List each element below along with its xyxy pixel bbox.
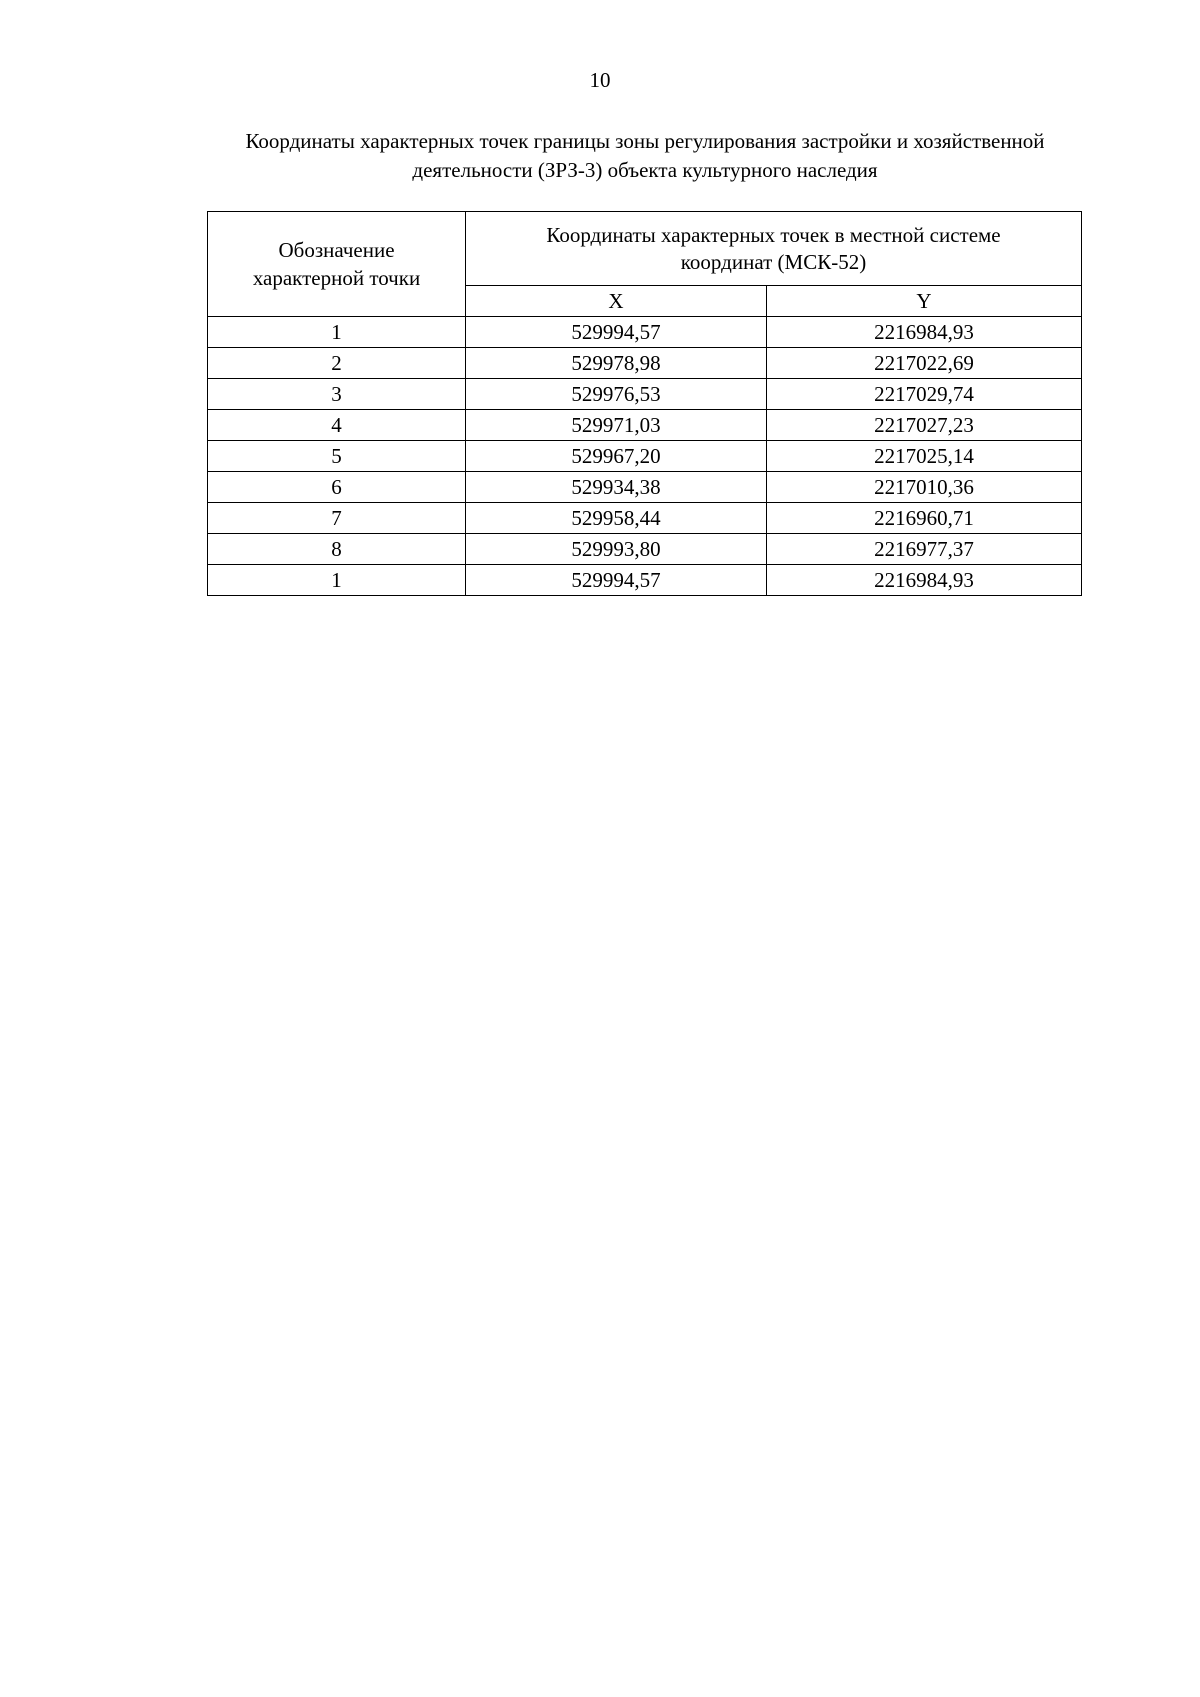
header-coordinates-line-2: координат (МСК-52) [680,249,867,274]
cell-y: 2217027,23 [767,410,1082,441]
cell-x: 529971,03 [466,410,767,441]
table-row [208,317,1082,348]
cell-point: 4 [208,410,466,441]
cell-y: 2216977,37 [767,534,1082,565]
table-row [208,348,1082,379]
cell-x: 529934,38 [466,472,767,503]
cell-x: 529994,57 [466,317,767,348]
header-point-designation [208,212,466,317]
cell-point: 8 [208,534,466,565]
page-number: 10 [589,68,611,92]
cell-x: 529976,53 [466,379,767,410]
cell-x: 529967,20 [466,441,767,472]
document-title-line-2: деятельности (ЗРЗ-3) объекта культурного наследия [412,158,878,182]
header-y: Y [767,286,1082,317]
table-row [208,410,1082,441]
header-point-line-1: Обозначение [278,238,395,262]
cell-y: 2217010,36 [767,472,1082,503]
cell-point: 6 [208,472,466,503]
cell-y: 2216984,93 [767,317,1082,348]
table-row [208,472,1082,503]
cell-point: 1 [208,565,466,596]
cell-x: 529978,98 [466,348,767,379]
coordinates-table [207,211,1082,596]
cell-y: 2216984,93 [767,565,1082,596]
header-row [208,212,1082,286]
cell-point: 7 [208,503,466,534]
cell-point: 3 [208,379,466,410]
header-coordinates-line-1: Координаты характерных точек в местной системе [546,222,1001,247]
cell-y: 2217025,14 [767,441,1082,472]
table-row [208,503,1082,534]
document-title-line-1: Координаты характерных точек границы зоны регулирования застройки и хозяйственной [245,129,1045,153]
table-row [208,565,1082,596]
cell-point: 1 [208,317,466,348]
table-row [208,534,1082,565]
header-x: X [466,286,767,317]
document-title [150,127,1140,185]
header-coordinates [466,212,1082,286]
cell-y: 2216960,71 [767,503,1082,534]
header-point-line-2: характерной точки [252,266,421,290]
cell-y: 2217029,74 [767,379,1082,410]
cell-x: 529994,57 [466,565,767,596]
cell-x: 529958,44 [466,503,767,534]
cell-x: 529993,80 [466,534,767,565]
cell-y: 2217022,69 [767,348,1082,379]
cell-point: 2 [208,348,466,379]
table-row [208,441,1082,472]
table-row [208,379,1082,410]
cell-point: 5 [208,441,466,472]
